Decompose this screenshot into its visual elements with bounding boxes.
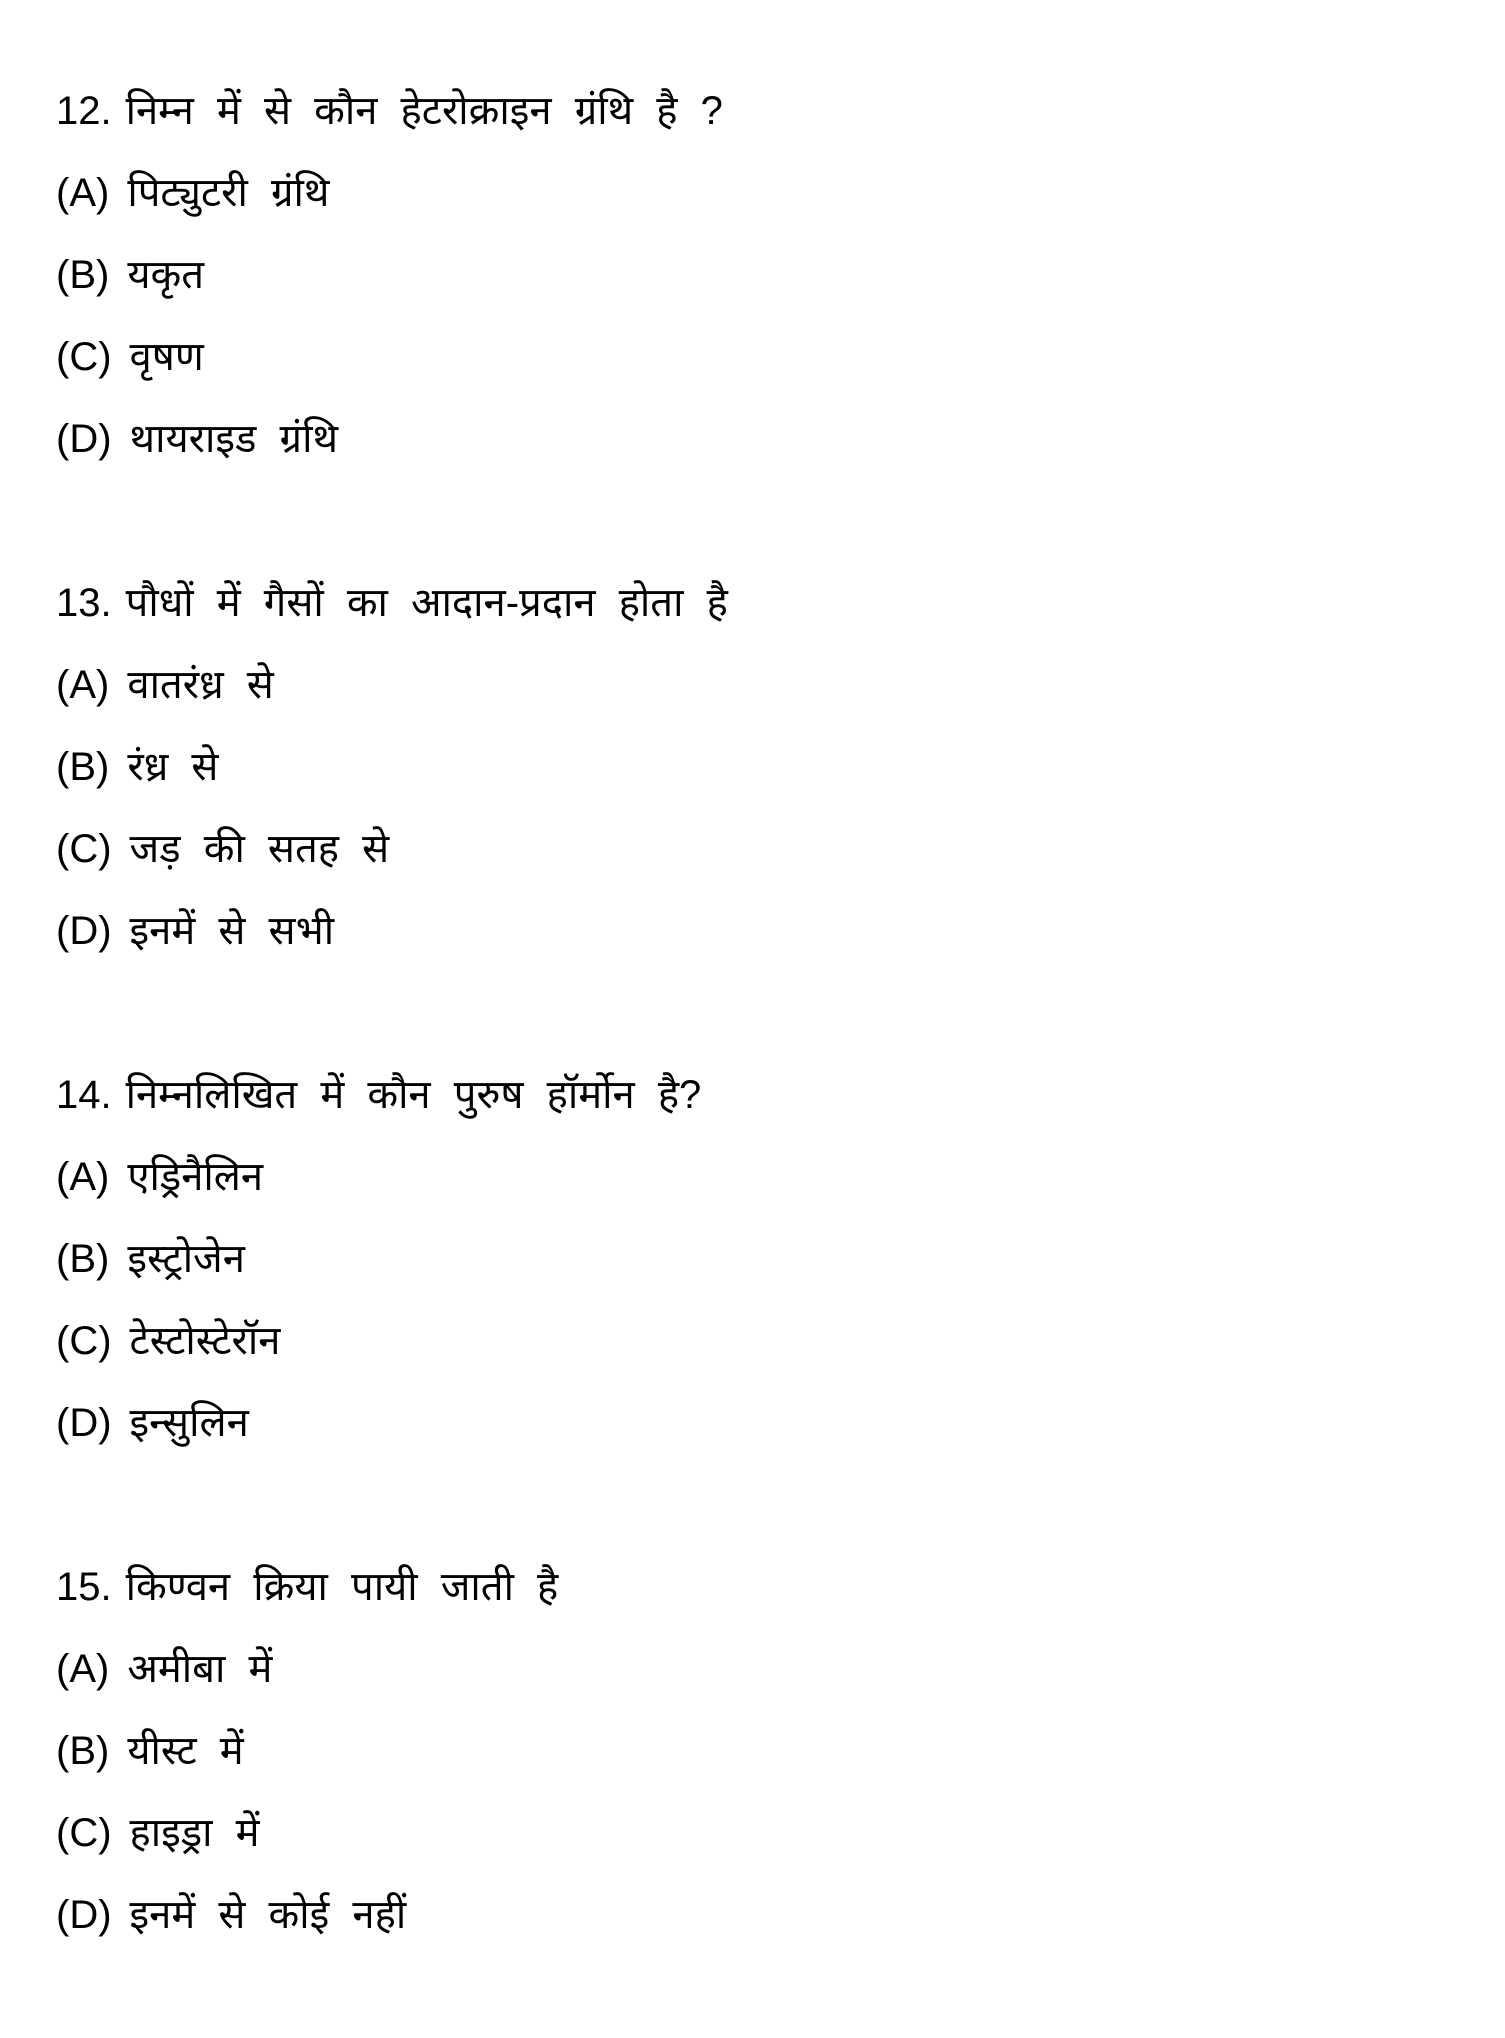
option-d <box>56 890 1456 972</box>
option-label: (C) <box>56 827 112 871</box>
option-text: वृषण <box>129 335 204 379</box>
option-label: (C) <box>56 1811 112 1855</box>
question-line <box>56 1054 1456 1136</box>
question-text: निम्न में से कौन हेटरोक्राइन ग्रंथि है ? <box>125 89 723 133</box>
question-number: 15. <box>56 1565 112 1609</box>
option-label: (A) <box>56 663 110 707</box>
option-c <box>56 1792 1456 1874</box>
option-label: (A) <box>56 171 110 215</box>
option-b <box>56 234 1456 316</box>
option-label: (D) <box>56 417 112 461</box>
option-a <box>56 152 1456 234</box>
question-13 <box>56 562 1456 972</box>
option-label: (D) <box>56 909 112 953</box>
option-a <box>56 644 1456 726</box>
option-a <box>56 1136 1456 1218</box>
question-text: पौधों में गैसों का आदान-प्रदान होता है <box>125 581 728 625</box>
question-number: 13. <box>56 581 112 625</box>
question-sheet <box>56 70 1456 2038</box>
option-text: हाइड्रा में <box>129 1811 260 1855</box>
option-label: (C) <box>56 1319 112 1363</box>
option-text: यीस्ट में <box>127 1729 244 1773</box>
option-b <box>56 1710 1456 1792</box>
option-text: थायराइड ग्रंथि <box>129 417 339 461</box>
option-label: (A) <box>56 1155 110 1199</box>
option-d <box>56 1382 1456 1464</box>
question-14 <box>56 1054 1456 1464</box>
option-c <box>56 808 1456 890</box>
option-text: इनमें से कोई नहीं <box>129 1893 407 1937</box>
question-text: किण्वन क्रिया पायी जाती है <box>125 1565 559 1609</box>
question-text: निम्नलिखित में कौन पुरुष हॉर्मोन है? <box>125 1073 702 1117</box>
question-12 <box>56 70 1456 480</box>
question-line <box>56 70 1456 152</box>
option-text: पिट्युटरी ग्रंथि <box>127 171 330 215</box>
option-label: (D) <box>56 1893 112 1937</box>
option-label: (B) <box>56 745 110 789</box>
option-b <box>56 726 1456 808</box>
option-label: (B) <box>56 1729 110 1773</box>
question-number: 14. <box>56 1073 112 1117</box>
option-c <box>56 316 1456 398</box>
option-d <box>56 398 1456 480</box>
option-text: टेस्टोस्टेरॉन <box>129 1319 281 1363</box>
question-line <box>56 1546 1456 1628</box>
question-line <box>56 562 1456 644</box>
option-text: एड्रिनैलिन <box>127 1155 264 1199</box>
option-text: अमीबा में <box>127 1647 273 1691</box>
option-label: (A) <box>56 1647 110 1691</box>
option-text: इनमें से सभी <box>129 909 335 953</box>
option-text: यकृत <box>127 253 205 297</box>
option-text: वातरंध्र से <box>127 663 274 707</box>
question-number: 12. <box>56 89 112 133</box>
option-text: रंध्र से <box>127 745 219 789</box>
option-c <box>56 1300 1456 1382</box>
option-label: (B) <box>56 253 110 297</box>
option-d <box>56 1874 1456 1956</box>
option-label: (C) <box>56 335 112 379</box>
option-text: इन्सुलिन <box>129 1401 249 1445</box>
option-a <box>56 1628 1456 1710</box>
option-text: इस्ट्रोजेन <box>127 1237 245 1281</box>
option-label: (B) <box>56 1237 110 1281</box>
option-b <box>56 1218 1456 1300</box>
option-label: (D) <box>56 1401 112 1445</box>
option-text: जड़ की सतह से <box>129 827 390 871</box>
question-15 <box>56 1546 1456 1956</box>
